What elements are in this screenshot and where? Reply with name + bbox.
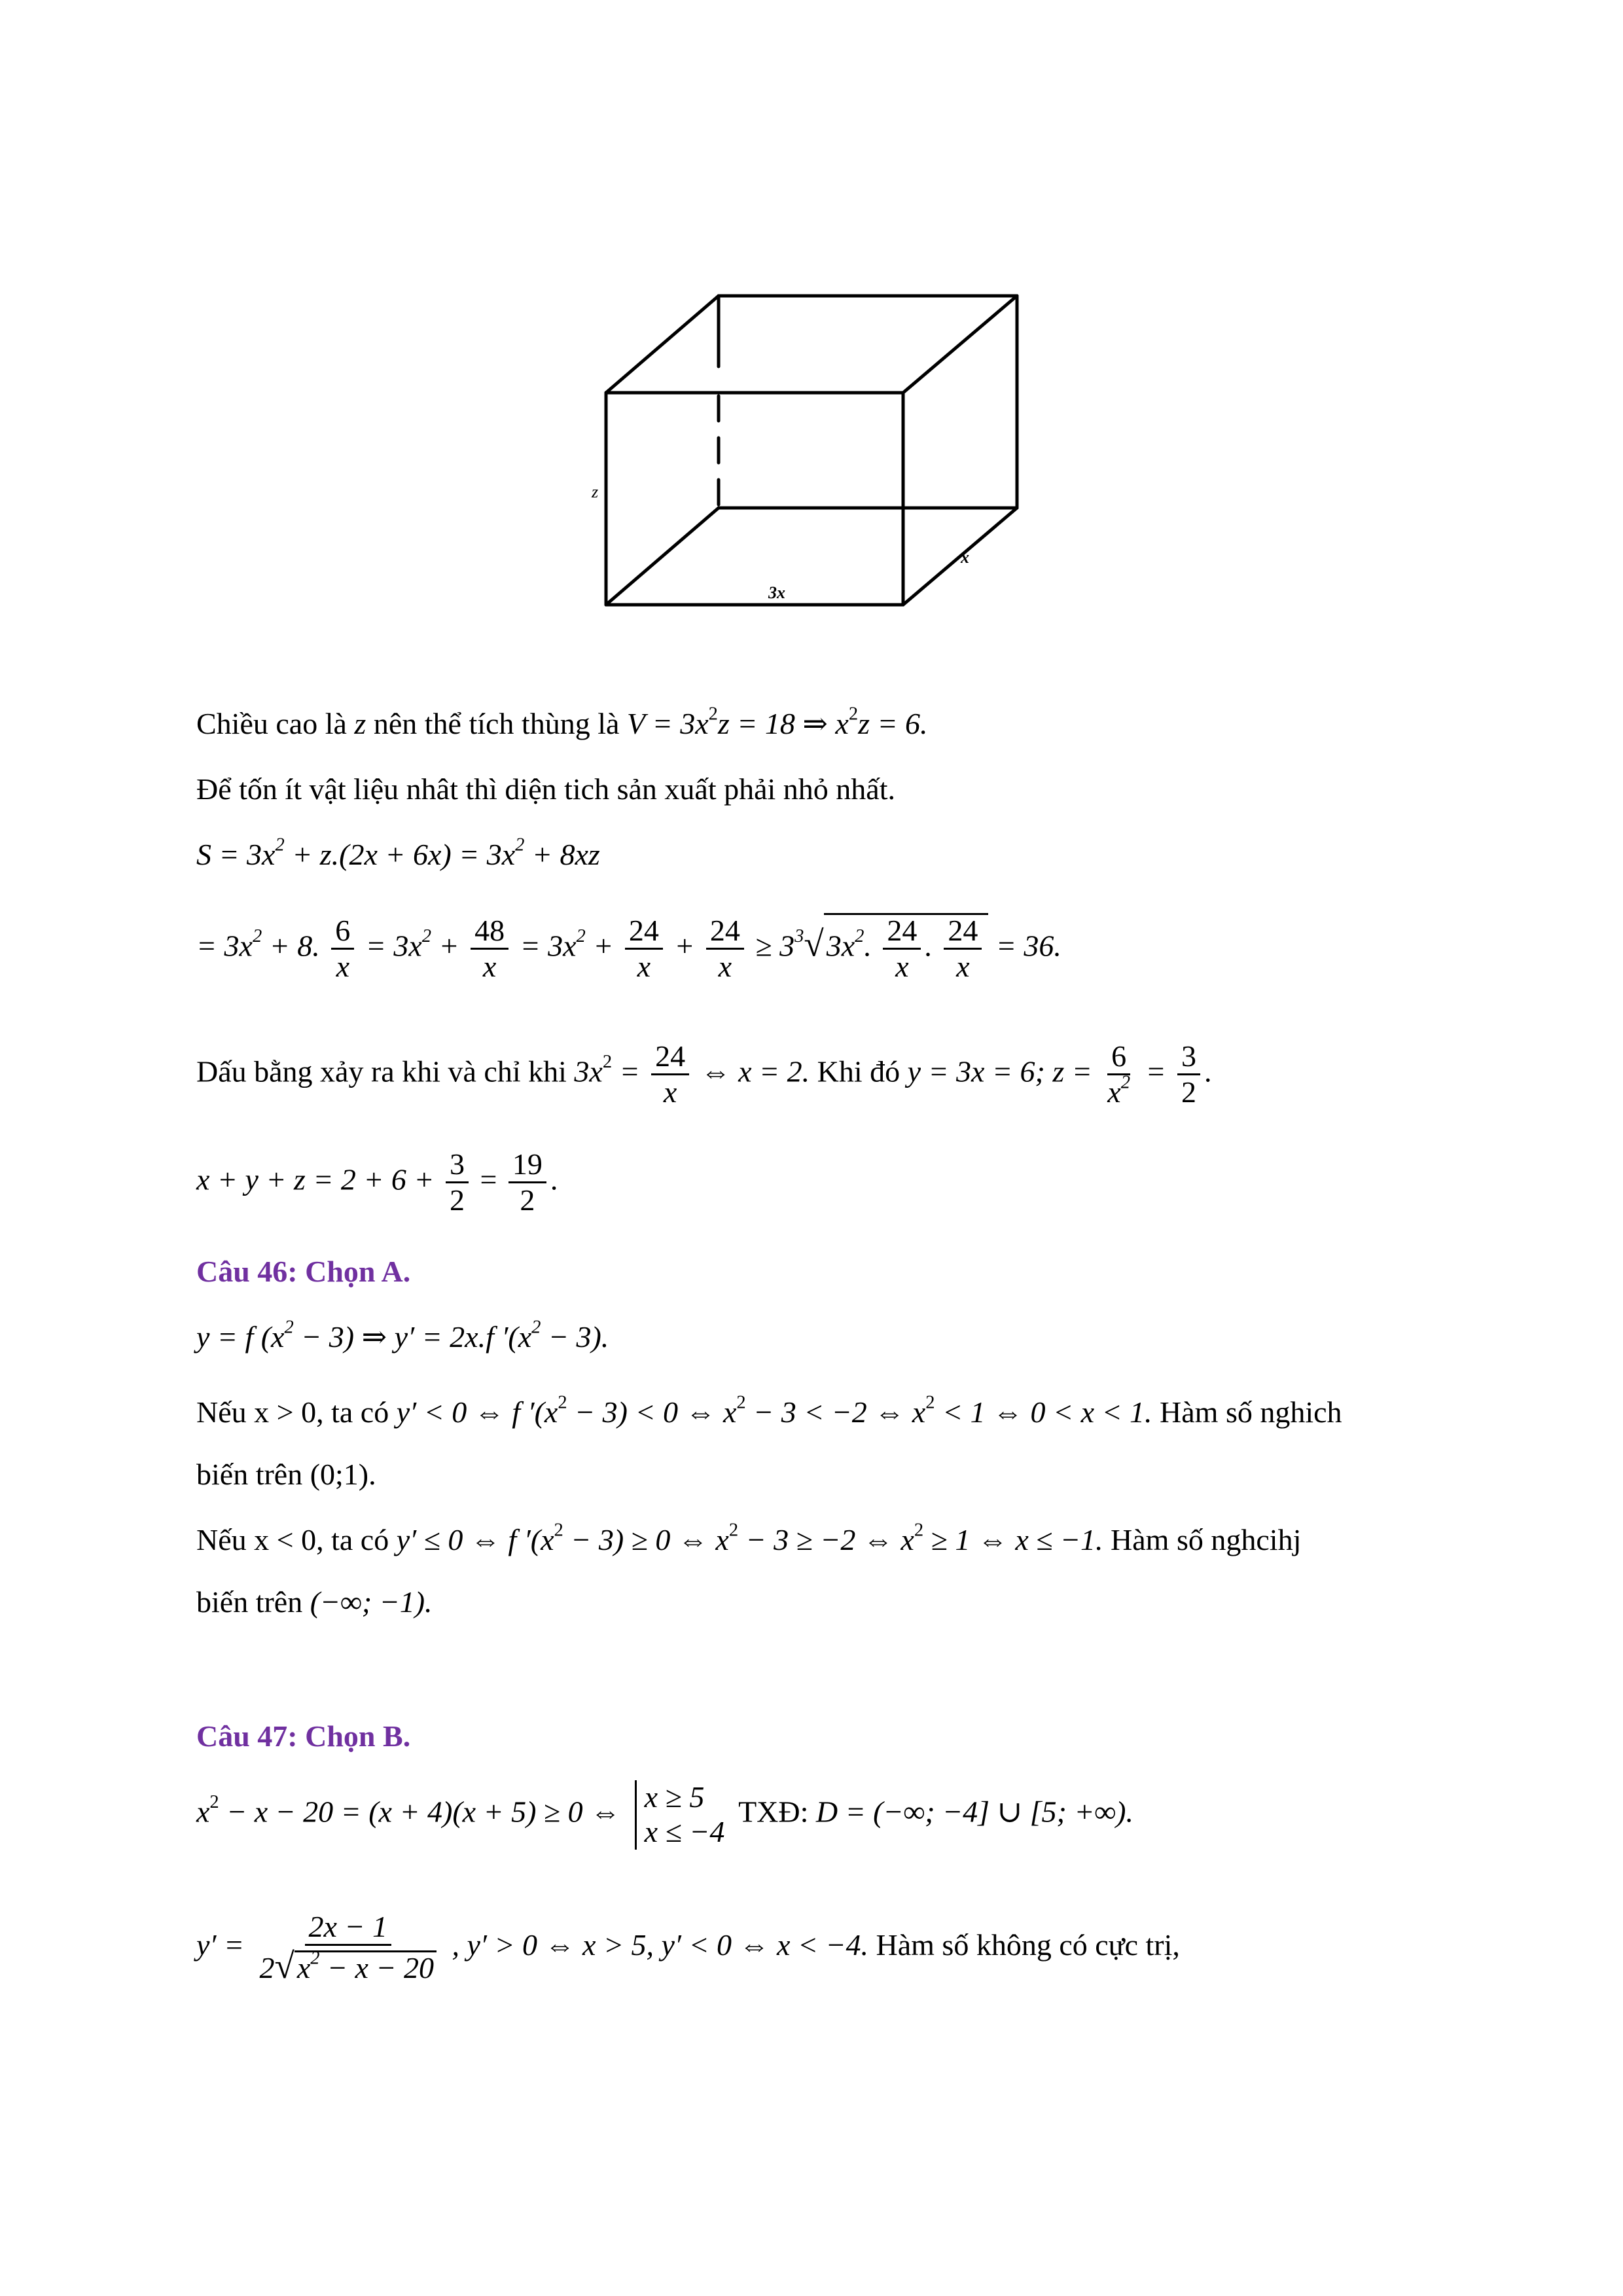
sum-result: x + y + z = 2 + 6 + $\frac{3}{2}$ = $\frac{19}{2}$ . xyxy=(196,1147,558,1217)
label-3x: 3x xyxy=(768,583,785,602)
top-right-diag xyxy=(903,296,1017,393)
top-left-diag xyxy=(606,296,719,393)
derivative-line-47: y′ = $\frac{2x - 1}{2√x^2 - x - 20}$ , y′ > 0 ⇔ x > 5, y′ < 0 ⇔ x < −4. Hàm số không có cực trị, xyxy=(196,1910,1180,1986)
bottom-left-diag xyxy=(606,508,719,605)
equality-condition: Dấu bằng xảy ra khi và chỉ khi $3x^2$ = $\frac{24}{x}$ ⇔ x = 2. Khi đó y = 3x = 6; z = $\frac{6}{x^2}$ = $\frac{3}{2}$ . xyxy=(196,1039,1212,1109)
derivative-line-46: y = f $(x^2 - 3)$ ⇒ y′ = 2x.f $'(x^2 - 3)$. xyxy=(196,1317,609,1354)
interval-positive: biến trên (0;1). xyxy=(196,1458,376,1491)
question-46-heading: Câu 46: Chọn A. xyxy=(196,1255,411,1288)
system-bracket: x ≥ 5 x ≤ −4 xyxy=(635,1780,725,1850)
surface-formula: $S = 3x^2 + z.(2x + 6x) = 3x^2 + 8xz$ xyxy=(196,834,600,871)
bottom-right-diag xyxy=(903,508,1017,605)
interval-negative: biến trên (−∞; −1). xyxy=(196,1585,433,1619)
case-negative: Nếu x < 0, ta có y′ ≤ 0 ⇔ f $'(x^2 - 3) \ge 0$ ⇔ $x^2 - 3 \ge -2$ ⇔ $x^2 \ge 1$ ⇔ x ≤ −1. Hàm số nghcihj xyxy=(196,1520,1302,1556)
domain-line: $x^2 - x - 20 = (x + 4)(x + 5) \ge 0$ ⇔ x ≥ 5 x ≤ −4 TXĐ: D = (−∞; −4] ∪ [5; +∞). xyxy=(196,1780,1133,1848)
volume-line: Chiều cao là z nên thể tích thùng là $V = 3x^2z = 18$ ⇒ $x^2z = 6$. xyxy=(196,704,928,740)
case-positive: Nếu x > 0, ta có y′ < 0 ⇔ f $'(x^2 - 3) < 0$ ⇔ $x^2 - 3 < -2$ ⇔ $x^2 < 1$ ⇔ 0 < x < 1. Hàm số nghich xyxy=(196,1392,1342,1429)
material-line: Để tốn ít vật liệu nhât thì diện tich sản xuất phải nhỏ nhất. xyxy=(196,772,895,806)
box-figure xyxy=(582,281,1041,648)
label-x: x xyxy=(961,548,969,567)
question-47-heading: Câu 47: Chọn B. xyxy=(196,1719,411,1753)
am-gm-inequality: = $3x^2 + 8$. $\frac{6}{x}$ = $3x^2$ + $\frac{48}{x}$ = $3x^2$ + $\frac{24}{x}$ + $\frac{24}{x}$ ≥ $3^3√3x^2$. $\frac{24}{x}$ . $\frac{24}{x}$ = 36. xyxy=(196,914,1061,984)
label-z: z xyxy=(592,482,599,501)
